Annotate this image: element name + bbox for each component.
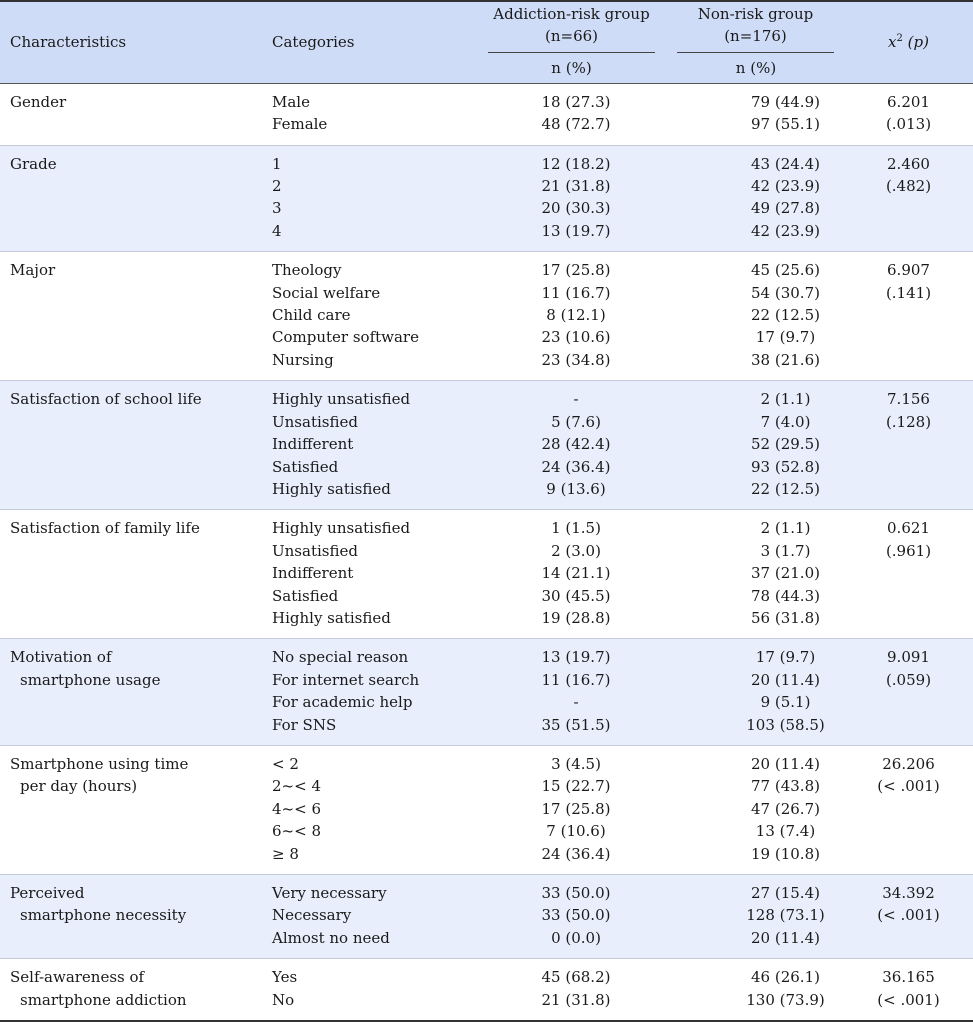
non-risk-cell-line: 45 (25.6) xyxy=(751,261,820,280)
table-body xyxy=(0,83,973,1021)
non-risk-cell xyxy=(668,875,844,959)
non-risk-cell xyxy=(668,510,844,639)
addiction-risk-cell xyxy=(475,510,668,639)
category-cell-line: Female xyxy=(272,115,328,134)
table-row xyxy=(0,745,973,874)
addiction-risk-cell-line: 13 (19.7) xyxy=(541,221,611,240)
category-cell-line: Highly unsatisfied xyxy=(272,390,411,409)
category-cell-line: Indifferent xyxy=(272,435,354,454)
category-cell xyxy=(262,83,475,145)
chi-square-cell-line: (.482) xyxy=(885,177,932,196)
non-risk-cell-line: 52 (29.5) xyxy=(751,435,820,454)
chi-p: (p) xyxy=(907,33,929,52)
non-risk-cell-line: 78 (44.3) xyxy=(751,586,820,605)
addiction-risk-cell-line: 33 (50.0) xyxy=(541,906,611,925)
category-cell-line: Highly unsatisfied xyxy=(272,519,411,538)
non-risk-cell-line: 2 (1.1) xyxy=(760,519,811,538)
chi-square-cell xyxy=(844,252,973,381)
non-risk-cell xyxy=(668,639,844,746)
chi-square-cell xyxy=(844,83,973,145)
characteristic-cell xyxy=(0,510,262,639)
category-cell-line: Male xyxy=(272,92,310,111)
addiction-risk-cell-line: 23 (34.8) xyxy=(541,350,611,369)
category-cell-line: Highly satisfied xyxy=(272,479,391,498)
header-chi-square xyxy=(844,1,973,83)
non-risk-cell-line: 97 (55.1) xyxy=(751,115,820,134)
chi-square-cell-line: 7.156 xyxy=(887,390,930,409)
non-risk-cell-line: 46 (26.1) xyxy=(751,968,820,987)
addiction-risk-cell xyxy=(475,252,668,381)
group-a-n: (n=66) xyxy=(544,27,599,46)
addiction-risk-cell xyxy=(475,875,668,959)
header-characteristics: Characteristics xyxy=(0,1,262,83)
chi-square-cell xyxy=(844,745,973,874)
addiction-risk-cell-line: 14 (21.1) xyxy=(541,564,611,583)
non-risk-cell-line: 20 (11.4) xyxy=(751,928,820,947)
addiction-risk-cell-line: 48 (72.7) xyxy=(541,115,611,134)
addiction-risk-cell xyxy=(475,959,668,1021)
addiction-risk-cell-line: 13 (19.7) xyxy=(541,648,611,667)
category-cell xyxy=(262,875,475,959)
chi-square-cell-line: (< .001) xyxy=(877,990,940,1009)
table-row xyxy=(0,381,973,510)
table-header xyxy=(0,1,973,83)
non-risk-cell-line: 43 (24.4) xyxy=(751,154,820,173)
addiction-risk-cell-line: 2 (3.0) xyxy=(551,541,601,560)
category-cell xyxy=(262,510,475,639)
addiction-risk-cell-line: 35 (51.5) xyxy=(541,715,611,734)
chi-square-cell-line: 9.091 xyxy=(887,648,930,667)
non-risk-cell xyxy=(668,83,844,145)
addiction-risk-cell-line: 1 (1.5) xyxy=(551,519,601,538)
category-cell-line: Yes xyxy=(272,968,298,987)
category-cell-line: No special reason xyxy=(272,648,409,667)
chi-square-cell xyxy=(844,639,973,746)
non-risk-cell-line: 27 (15.4) xyxy=(751,884,820,902)
chi-square-cell-line: 26.206 xyxy=(882,754,935,773)
table-row xyxy=(0,252,973,381)
category-cell-line: 4~< 6 xyxy=(272,799,321,818)
group-b-name: Non-risk group xyxy=(697,5,814,23)
characteristic-cell xyxy=(0,145,262,252)
addiction-risk-cell-line: 45 (68.2) xyxy=(541,968,611,987)
chi-square-cell-line: (.961) xyxy=(885,541,932,560)
category-cell-line: For SNS xyxy=(272,715,337,734)
characteristic-cell xyxy=(0,959,262,1021)
characteristic-cell-line: Gender xyxy=(10,92,67,111)
addiction-risk-cell-line: 17 (25.8) xyxy=(541,261,611,280)
category-cell-line: Satisfied xyxy=(272,457,339,476)
non-risk-cell xyxy=(668,145,844,252)
addiction-risk-cell xyxy=(475,381,668,510)
category-cell-line: 2~< 4 xyxy=(272,777,321,796)
category-cell-line: Social welfare xyxy=(272,283,381,302)
non-risk-cell-line: 42 (23.9) xyxy=(751,177,820,196)
addiction-risk-cell-line: 23 (10.6) xyxy=(541,328,611,347)
non-risk-cell-line: 17 (9.7) xyxy=(755,328,816,347)
category-cell xyxy=(262,252,475,381)
category-cell-line: Theology xyxy=(272,261,342,280)
non-risk-cell-line: 22 (12.5) xyxy=(751,479,820,498)
non-risk-cell xyxy=(668,745,844,874)
chi-square-cell-line: 34.392 xyxy=(882,884,935,902)
addiction-risk-cell-line: 15 (22.7) xyxy=(541,777,611,796)
addiction-risk-cell-line: 7 (10.6) xyxy=(546,822,606,841)
chi-square-cell xyxy=(844,510,973,639)
category-cell xyxy=(262,381,475,510)
non-risk-cell-line: 9 (5.1) xyxy=(760,693,811,712)
category-cell xyxy=(262,145,475,252)
chi-square-cell-line: 6.907 xyxy=(887,261,930,280)
characteristic-cell-line: Motivation of xyxy=(10,648,112,667)
addiction-risk-cell-line: 9 (13.6) xyxy=(546,479,606,498)
characteristic-cell-line: smartphone necessity xyxy=(20,906,187,925)
characteristic-cell-line: Self-awareness of xyxy=(10,968,145,987)
characteristic-cell xyxy=(0,639,262,746)
chi-square-cell xyxy=(844,381,973,510)
category-cell xyxy=(262,639,475,746)
non-risk-cell-line: 79 (44.9) xyxy=(751,92,820,111)
category-cell-line: For internet search xyxy=(272,670,420,689)
characteristic-cell xyxy=(0,381,262,510)
addiction-risk-cell-line: 28 (42.4) xyxy=(541,435,611,454)
non-risk-cell-line: 130 (73.9) xyxy=(746,990,825,1009)
header-non-risk-group xyxy=(668,1,844,54)
chi-symbol: x xyxy=(888,33,897,52)
addiction-risk-cell-line: 21 (31.8) xyxy=(541,990,611,1009)
category-cell-line: Very necessary xyxy=(272,884,387,902)
category-cell-line: Almost no need xyxy=(272,928,390,947)
non-risk-cell-line: 20 (11.4) xyxy=(751,754,820,773)
addiction-risk-cell-line: 5 (7.6) xyxy=(551,412,601,431)
addiction-risk-cell-line: 30 (45.5) xyxy=(541,586,611,605)
addiction-risk-cell-line: 21 (31.8) xyxy=(541,177,611,196)
category-cell xyxy=(262,959,475,1021)
category-cell-line: Nursing xyxy=(272,350,334,369)
category-cell-line: For academic help xyxy=(272,693,413,712)
characteristic-cell-line: Perceived xyxy=(10,884,85,902)
addiction-risk-cell-line: 8 (12.1) xyxy=(546,306,606,325)
characteristic-cell xyxy=(0,875,262,959)
category-cell-line: Satisfied xyxy=(272,586,339,605)
characteristic-cell-line: smartphone usage xyxy=(20,670,161,689)
chi-square-cell xyxy=(844,875,973,959)
non-risk-cell xyxy=(668,252,844,381)
non-risk-cell-line: 128 (73.1) xyxy=(746,906,825,925)
addiction-risk-cell xyxy=(475,83,668,145)
unit-b: n (%) xyxy=(668,54,844,84)
chi-square-cell-line: (.141) xyxy=(885,283,932,302)
characteristic-cell-line: Grade xyxy=(10,154,57,173)
addiction-risk-cell-line: 24 (36.4) xyxy=(541,844,611,863)
category-cell-line: No xyxy=(272,990,295,1009)
category-cell-line: Unsatisfied xyxy=(272,541,358,560)
category-cell-line: < 2 xyxy=(272,754,299,773)
addiction-risk-cell-line: 20 (30.3) xyxy=(541,199,611,218)
non-risk-cell-line: 54 (30.7) xyxy=(751,283,820,302)
addiction-risk-cell xyxy=(475,639,668,746)
addiction-risk-cell-line: - xyxy=(573,390,579,409)
header-categories: Categories xyxy=(262,1,475,83)
chi-square-cell-line: 2.460 xyxy=(887,154,930,173)
characteristic-cell-line: Satisfaction of family life xyxy=(10,519,200,538)
group-b-n: (n=176) xyxy=(724,27,787,46)
category-cell-line: ≥ 8 xyxy=(272,844,299,863)
non-risk-cell-line: 3 (1.7) xyxy=(760,541,811,560)
category-cell-line: 3 xyxy=(272,199,282,218)
category-cell-line: Necessary xyxy=(272,906,352,925)
addiction-risk-cell-line: 24 (36.4) xyxy=(541,457,611,476)
category-cell-line: 4 xyxy=(272,221,282,240)
addiction-risk-cell-line: 3 (4.5) xyxy=(551,754,601,773)
non-risk-cell-line: 42 (23.9) xyxy=(751,221,820,240)
non-risk-cell-line: 77 (43.8) xyxy=(751,777,820,796)
non-risk-cell-line: 2 (1.1) xyxy=(760,390,811,409)
addiction-risk-cell xyxy=(475,745,668,874)
category-cell-line: Child care xyxy=(272,306,351,325)
chi-square-cell-line: 6.201 xyxy=(887,92,930,111)
category-cell-line: 6~< 8 xyxy=(272,822,321,841)
table-row xyxy=(0,875,973,959)
non-risk-cell-line: 93 (52.8) xyxy=(751,457,820,476)
chi-square-cell xyxy=(844,959,973,1021)
category-cell-line: 1 xyxy=(272,154,282,173)
non-risk-cell-line: 38 (21.6) xyxy=(751,350,820,369)
non-risk-cell-line: 103 (58.5) xyxy=(746,715,825,734)
addiction-risk-cell-line: - xyxy=(573,693,579,712)
characteristic-cell xyxy=(0,83,262,145)
addiction-risk-cell-line: 17 (25.8) xyxy=(541,799,611,818)
table-row xyxy=(0,145,973,252)
addiction-risk-cell-line: 11 (16.7) xyxy=(541,283,611,302)
addiction-risk-cell-line: 18 (27.3) xyxy=(541,92,611,111)
non-risk-cell-line: 49 (27.8) xyxy=(751,199,820,218)
characteristic-cell xyxy=(0,745,262,874)
unit-a: n (%) xyxy=(475,54,668,84)
chi-sup: 2 xyxy=(896,33,903,45)
table-row xyxy=(0,959,973,1021)
addiction-risk-cell-line: 0 (0.0) xyxy=(551,928,601,947)
group-a-name: Addiction-risk group xyxy=(493,5,650,23)
non-risk-cell-line: 17 (9.7) xyxy=(755,648,816,667)
chi-square-cell-line: 0.621 xyxy=(887,519,930,538)
chi-square-cell-line: 36.165 xyxy=(882,968,935,987)
category-cell-line: Indifferent xyxy=(272,564,354,583)
addiction-risk-cell-line: 12 (18.2) xyxy=(541,154,611,173)
category-cell-line: 2 xyxy=(272,177,282,196)
characteristic-cell-line: Major xyxy=(10,261,56,280)
chi-square-cell-line: (.059) xyxy=(885,670,932,689)
table-row xyxy=(0,510,973,639)
category-cell-line: Unsatisfied xyxy=(272,412,358,431)
non-risk-cell xyxy=(668,959,844,1021)
chi-square-cell-line: (< .001) xyxy=(877,906,940,925)
addiction-risk-cell-line: 11 (16.7) xyxy=(541,670,611,689)
chi-square-cell xyxy=(844,145,973,252)
non-risk-cell-line: 20 (11.4) xyxy=(751,670,820,689)
characteristic-cell-line: Smartphone using time xyxy=(10,754,189,773)
non-risk-cell-line: 22 (12.5) xyxy=(751,306,820,325)
characteristic-cell xyxy=(0,252,262,381)
category-cell-line: Computer software xyxy=(272,328,419,347)
header-addiction-risk-group xyxy=(475,1,668,54)
non-risk-cell-line: 19 (10.8) xyxy=(751,844,820,863)
non-risk-cell xyxy=(668,381,844,510)
non-risk-cell-line: 13 (7.4) xyxy=(755,822,816,841)
chi-square-cell-line: (.013) xyxy=(885,115,932,134)
characteristic-cell-line: per day (hours) xyxy=(20,777,138,796)
chi-square-cell-line: (.128) xyxy=(885,412,932,431)
addiction-risk-cell-line: 19 (28.8) xyxy=(541,608,611,627)
characteristic-cell-line: Satisfaction of school life xyxy=(10,390,202,409)
non-risk-cell-line: 47 (26.7) xyxy=(751,799,820,818)
characteristic-cell-line: smartphone addiction xyxy=(20,990,187,1009)
non-risk-cell-line: 37 (21.0) xyxy=(751,564,820,583)
non-risk-cell-line: 56 (31.8) xyxy=(751,608,820,627)
table-row xyxy=(0,639,973,746)
chi-square-cell-line: (< .001) xyxy=(877,777,940,796)
addiction-risk-cell-line: 33 (50.0) xyxy=(541,884,611,902)
category-cell xyxy=(262,745,475,874)
non-risk-cell-line: 7 (4.0) xyxy=(760,412,811,431)
addiction-risk-cell xyxy=(475,145,668,252)
table-row xyxy=(0,83,973,145)
category-cell-line: Highly satisfied xyxy=(272,608,391,627)
